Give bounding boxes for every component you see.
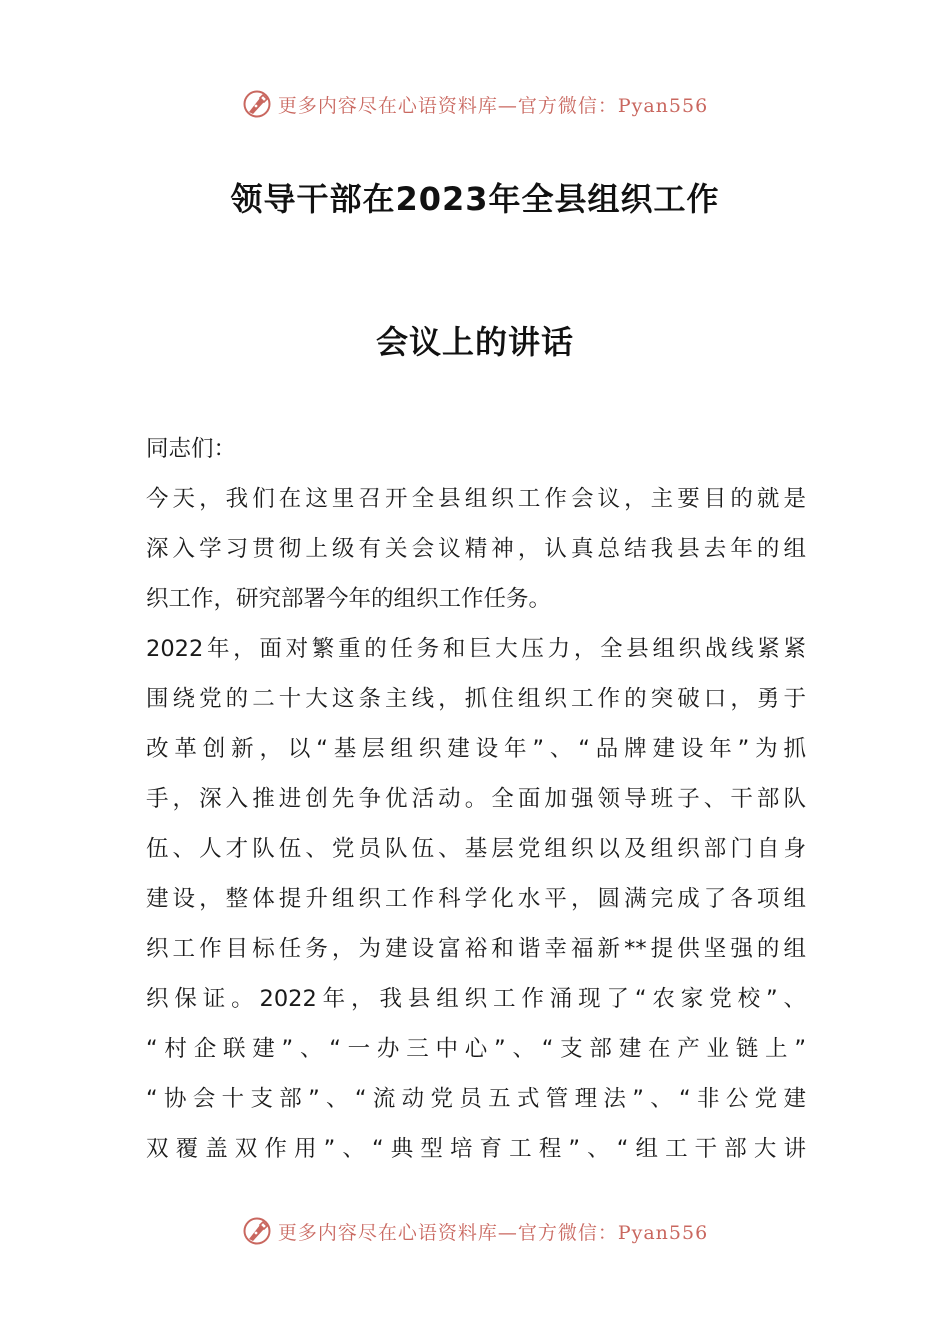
body-line: 深入学习贯彻上级有关会议精神，认真总结我县去年的组	[146, 536, 806, 562]
watermark-text: 更多内容尽在心语资料库—官方微信：Pyan556	[277, 1221, 709, 1244]
document-title-line-2: 会议上的讲话	[375, 323, 574, 361]
body-line: 伍、人才队伍、党员队伍、基层党组织以及组织部门自身	[146, 836, 806, 862]
body-line: “协会十支部”、“流动党员五式管理法”、“非公党建	[146, 1086, 806, 1112]
body-line: 改革创新，以“基层组织建设年”、“品牌建设年”为抓	[146, 736, 806, 762]
document-body	[146, 424, 806, 1174]
footer-watermark	[0, 1211, 950, 1251]
body-line: 织保证。2022年，我县组织工作涌现了“农家党校”、	[146, 986, 806, 1012]
body-line: 建设，整体提升组织工作科学化水平，圆满完成了各项组	[146, 886, 806, 912]
pen-nib-logo-icon	[242, 89, 272, 119]
header-watermark	[0, 84, 950, 124]
body-line: 手，深入推进创先争优活动。全面加强领导班子、干部队	[146, 786, 806, 812]
pen-nib-logo-icon	[242, 1216, 272, 1246]
body-line: 织工作目标任务，为建设富裕和谐幸福新**提供坚强的组	[146, 936, 806, 962]
body-line: 双覆盖双作用”、“典型培育工程”、“组工干部大讲	[146, 1136, 806, 1162]
body-line: 织工作，研究部署今年的组织工作任务。	[146, 586, 552, 612]
document-title-line-1: 领导干部在2023年全县组织工作	[230, 180, 720, 218]
watermark-text: 更多内容尽在心语资料库—官方微信：Pyan556	[277, 94, 709, 117]
salutation: 同志们：	[146, 436, 237, 462]
body-line: “村企联建”、“一办三中心”、“支部建在产业链上”	[146, 1036, 806, 1062]
body-line: 围绕党的二十大这条主线，抓住组织工作的突破口，勇于	[146, 686, 806, 712]
body-line: 今天，我们在这里召开全县组织工作会议，主要目的就是	[146, 486, 806, 512]
body-line: 2022年，面对繁重的任务和巨大压力，全县组织战线紧紧	[146, 636, 806, 662]
